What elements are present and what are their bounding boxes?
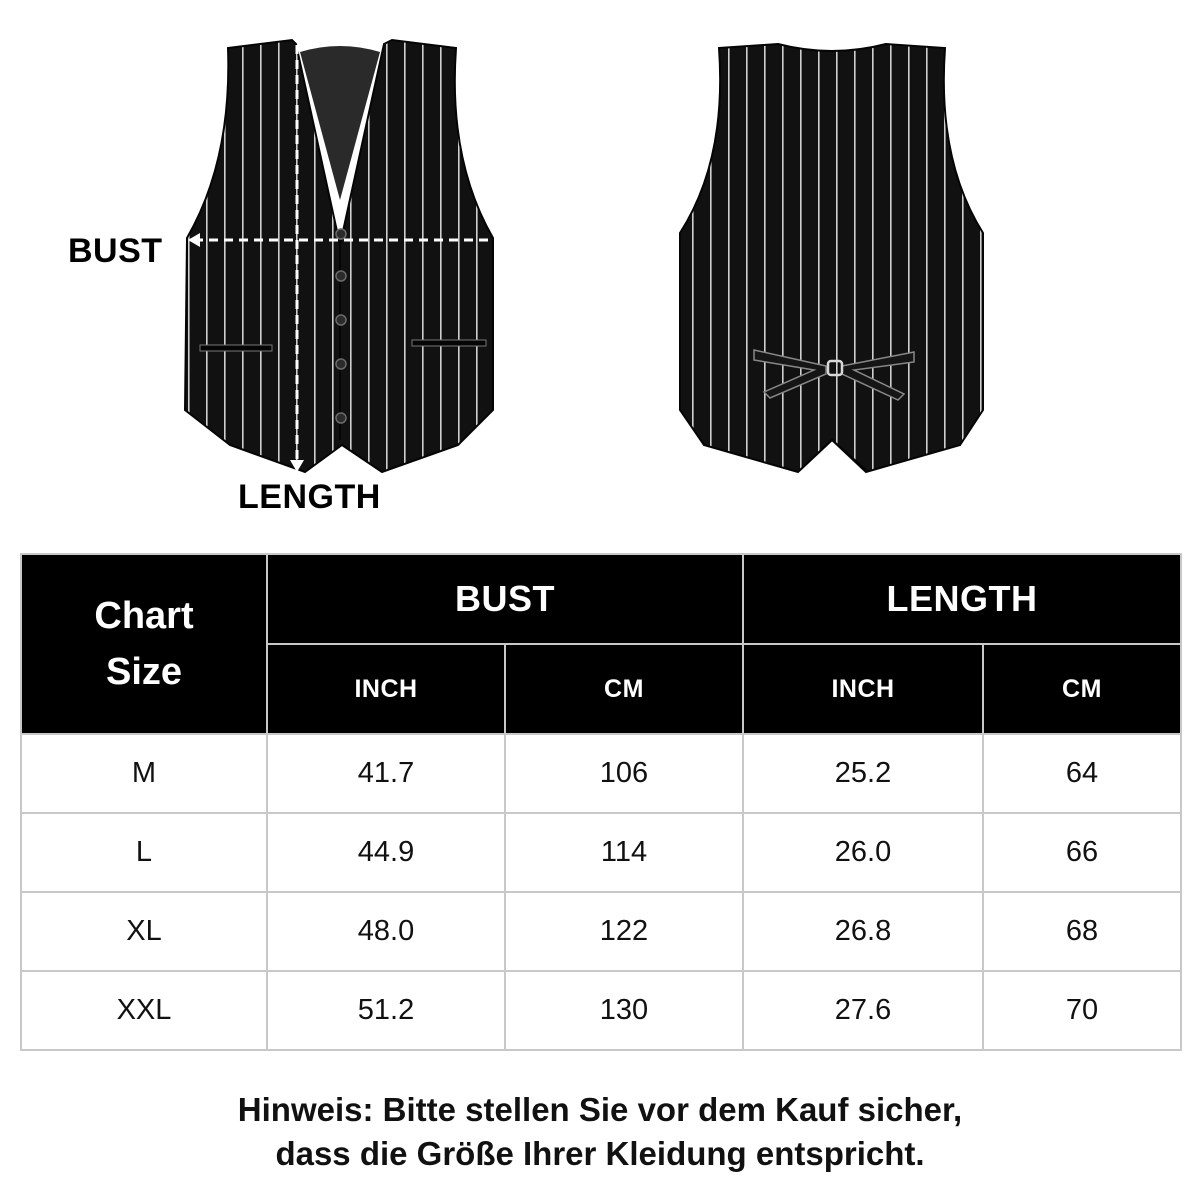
length-cm-cell: 64 — [983, 734, 1181, 813]
table-row — [21, 971, 1181, 1050]
table-row — [21, 892, 1181, 971]
note-line1: Hinweis: Bitte stellen Sie vor dem Kauf sicher, — [237, 1091, 963, 1128]
bust-cm-cell: 106 — [505, 734, 743, 813]
size-cell: XL — [21, 892, 267, 971]
length-group-header: LENGTH — [743, 554, 1181, 644]
size-cell: L — [21, 813, 267, 892]
size-cell: M — [21, 734, 267, 813]
bust-cm-header: CM — [505, 644, 743, 734]
chart-size-line1: Chart — [94, 595, 194, 637]
size-note — [0, 1088, 1200, 1176]
size-chart-table — [20, 553, 1182, 1051]
length-inch-cell: 27.6 — [743, 971, 983, 1050]
vest-back-icon — [680, 44, 983, 472]
bust-inch-cell: 44.9 — [267, 813, 505, 892]
chart-size-header — [21, 554, 267, 734]
bust-inch-cell: 51.2 — [267, 971, 505, 1050]
length-cm-cell: 70 — [983, 971, 1181, 1050]
chart-size-line2: Size — [105, 651, 183, 693]
length-inch-header: INCH — [743, 644, 983, 734]
bust-cm-cell: 122 — [505, 892, 743, 971]
table-row — [21, 734, 1181, 813]
length-inch-cell: 25.2 — [743, 734, 983, 813]
bust-group-header: BUST — [267, 554, 743, 644]
bust-inch-header: INCH — [267, 644, 505, 734]
length-cm-cell: 66 — [983, 813, 1181, 892]
table-row — [21, 813, 1181, 892]
product-illustration — [0, 0, 1200, 540]
bust-label: BUST — [68, 232, 163, 270]
length-cm-cell: 68 — [983, 892, 1181, 971]
bust-inch-cell: 48.0 — [267, 892, 505, 971]
vest-illustrations — [0, 0, 1200, 540]
bust-cm-cell: 114 — [505, 813, 743, 892]
bust-inch-cell: 41.7 — [267, 734, 505, 813]
size-cell: XXL — [21, 971, 267, 1050]
length-inch-cell: 26.0 — [743, 813, 983, 892]
length-label: LENGTH — [238, 478, 381, 516]
vest-front-icon — [185, 40, 493, 472]
length-cm-header: CM — [983, 644, 1181, 734]
bust-cm-cell: 130 — [505, 971, 743, 1050]
length-inch-cell: 26.8 — [743, 892, 983, 971]
note-line2: dass die Größe Ihrer Kleidung entspricht. — [275, 1135, 925, 1172]
